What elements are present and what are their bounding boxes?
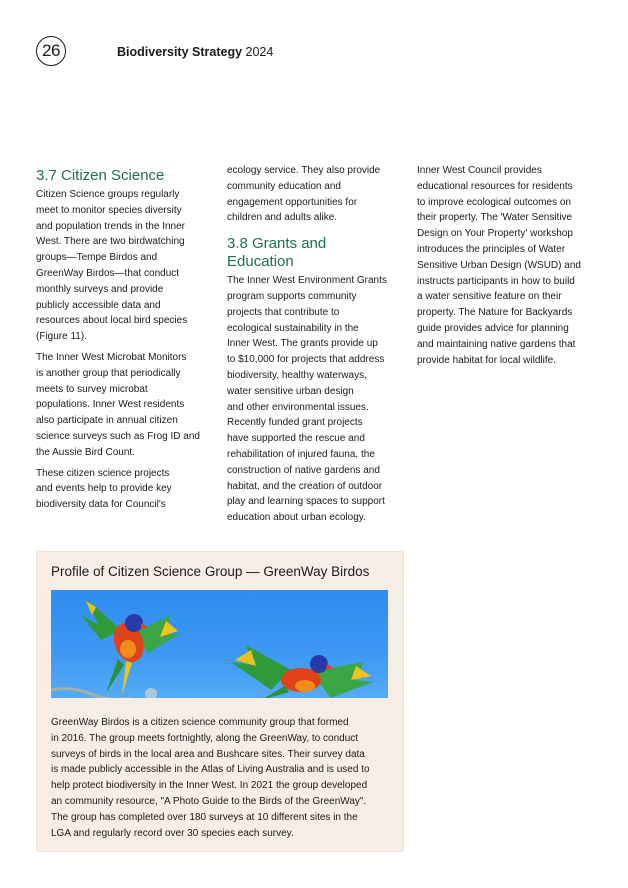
paragraph: Citizen Science groups regularly meet to monitor species diversity and population trends in the Inner West. There are two birdwatching groups—Tempe Birdos and GreenWay Birdos—that conduct monthly surveys and provide publicly accessible data and resources about local bird species (Figure 11).	[36, 189, 188, 343]
document-year: 2024	[245, 45, 274, 59]
paragraph: ecology service. They also provide community education and engagement opportunities for children and adults alike.	[227, 165, 381, 224]
paragraph: These citizen science projects and events help to provide key biodiversity data for Council's	[36, 467, 172, 511]
lorikeet-illustration	[51, 590, 388, 698]
column-grants	[227, 163, 403, 531]
profile-callout-box	[36, 551, 404, 852]
document-title	[117, 45, 273, 59]
lorikeet-left	[81, 600, 181, 695]
page-number-badge	[36, 36, 66, 66]
profile-title: Profile of Citizen Science Group — GreenWay Birdos	[51, 564, 370, 579]
paragraph: The Inner West Environment Grants program supports community projects that contribute to ecological sustainability in the Inner West. The grants provide up to $10,000 for projects that address biodiversity, healthy waterways, water sensitive urban design and other environmental issues. Recently funded grant projects have supported the rescue and rehabilitation of injured fauna, the construction of native gardens and habitat, and the creation of outdoor play and learning spaces to support education about urban ecology.	[227, 275, 387, 524]
document-title-text: Biodiversity Strategy	[117, 45, 243, 59]
paragraph: Inner West Council provides educational resources for residents to improve ecological outcomes on their property. The 'Water Sensitive Design on Your Property' workshop introduces the principles of Water Sensitive Urban Design (WSUD) and instructs participants in how to build a water sensitive feature on their property. The Nature for Backyards guide provides advice for planning and maintaining native gardens that provide habitat for local wildlife.	[417, 165, 581, 366]
profile-body-text: GreenWay Birdos is a citizen science community group that formed in 2016. The group meets fortnightly, along the GreenWay, to conduct surveys of birds in the local area and Bushcare sites. Their survey data is made publicly accessible in the Atlas of Living Australia and is used to help protect biodiversity in the Inner West. In 2021 the group developed an community resource, "A Photo Guide to the Birds of the GreenWay". The group has completed over 180 surveys at 10 different sites in the LGA and regularly record over 30 species each survey.	[51, 717, 370, 839]
column-education	[417, 163, 595, 373]
section-heading-citizen-science: 3.7 Citizen Science	[36, 167, 165, 184]
section-heading-grants-education: 3.8 Grants and Education	[227, 235, 327, 271]
paragraph: The Inner West Microbat Monitors is another group that periodically meets to survey microbat populations. Inner West residents also participate in annual citizen science surveys such as Frog ID and the Aussie Bird Count.	[36, 351, 200, 458]
lorikeet-right	[231, 645, 373, 698]
page-number: 26	[42, 41, 60, 60]
lorikeet-photo	[51, 590, 388, 698]
column-citizen-science	[36, 163, 212, 518]
